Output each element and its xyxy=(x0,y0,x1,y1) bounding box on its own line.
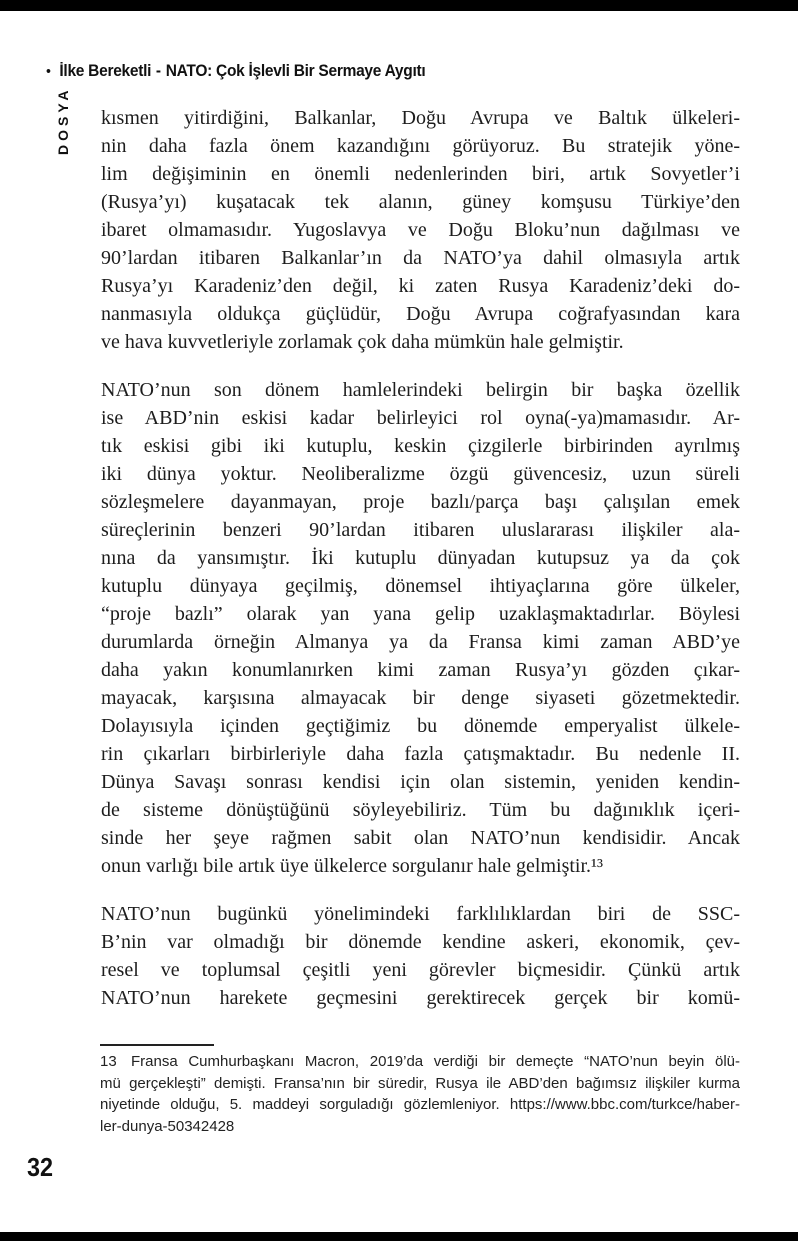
bullet-icon: • xyxy=(46,63,51,80)
text-line: rin çıkarları birbirleriyle daha fazla çatışmaktadır. Bu nedenle II. xyxy=(101,743,740,765)
text-line: nin daha fazla önem kazandığını görüyoruz. Bu stratejik yöne- xyxy=(101,135,740,157)
text-line: Dünya Savaşı sonrası kendisi için olan sistemin, yeniden kendin- xyxy=(101,771,740,793)
footnote-line: ler-dunya-50342428 xyxy=(100,1117,235,1135)
text-line: tık eskisi gibi iki kutuplu, keskin çizgilerle birbirinden ayrılmış xyxy=(101,435,740,457)
text-line: iki dünya yoktur. Neoliberalizme özgü güvencesiz, uzun süreli xyxy=(101,463,740,485)
article-title: NATO: Çok İşlevli Bir Sermaye Aygıtı xyxy=(165,62,426,80)
text-line: daha yakın konumlanırken kimi zaman Rusya’yı gözden çıkar- xyxy=(101,659,740,681)
footnote-text: Fransa Cumhurbaşkanı Macron, 2019’da verdiği bir demeçte “NATO’nun beyin ölü- xyxy=(131,1053,740,1070)
page-number: 32 xyxy=(27,1152,54,1182)
footnote-line xyxy=(100,1051,740,1073)
text-line: NATO’nun harekete geçmesini gerektirecek gerçek bir komü- xyxy=(101,987,740,1009)
text-line: nına da yansımıştır. İki kutuplu dünyadan kutupsuz ya da çok xyxy=(101,547,740,569)
text-line: lim değişiminin en önemli nedenlerinden biri, artık Sovyetler’i xyxy=(101,163,740,185)
footnote-number: 13 xyxy=(100,1053,117,1070)
section-label-vertical xyxy=(53,86,73,156)
bottom-black-bar xyxy=(0,1232,798,1241)
paragraph-2 xyxy=(101,376,740,880)
page-header xyxy=(46,62,425,81)
text-line: 90’lardan itibaren Balkanlar’ın da NATO’ya dahil olmasıyla artık xyxy=(101,247,740,269)
text-line: ibaret olmamasıdır. Yugoslavya ve Doğu Bloku’nun dağılması ve xyxy=(101,219,740,241)
paragraph-3 xyxy=(101,900,740,1012)
text-line: Rusya’yı Karadeniz’den değil, ki zaten Rusya Karadeniz’deki do- xyxy=(101,275,740,297)
header-separator: - xyxy=(155,62,162,80)
text-line: mayacak, karşısına almayacak bir denge siyaseti gözetmektedir. xyxy=(101,687,740,709)
text-line: de sisteme dönüştüğünü söyleyebiliriz. Tüm bu dağınıklık içeri- xyxy=(101,799,740,821)
text-line: sinde her şeye rağmen sabit olan NATO’nun kendisidir. Ancak xyxy=(101,827,740,849)
text-line: NATO’nun son dönem hamlelerindeki belirgin bir başka özellik xyxy=(101,379,740,401)
text-line: B’nin var olmadığı bir dönemde kendine askeri, ekonomik, çev- xyxy=(101,931,740,953)
top-black-bar xyxy=(0,0,798,11)
footnote xyxy=(100,1051,740,1137)
footnote-line: niyetinde olduğu, 5. maddeyi sorguladığı gözlemleniyor. https://www.bbc.com/turkce/haber- xyxy=(100,1096,740,1113)
text-line: (Rusya’yı) kuşatacak tek alanın, güney komşusu Türkiye’den xyxy=(101,191,740,213)
body-text xyxy=(101,104,740,1032)
paragraph-1 xyxy=(101,104,740,356)
section-label-text: DOSYA xyxy=(55,86,71,155)
author-name: İlke Bereketli xyxy=(59,62,152,80)
text-line: “proje bazlı” olarak yan yana gelip uzaklaşmaktadırlar. Böylesi xyxy=(101,603,740,625)
text-line: NATO’nun bugünkü yönelimindeki farklılıklardan biri de SSC- xyxy=(101,903,740,925)
footnote-divider xyxy=(100,1044,214,1046)
text-line-with-footnote-ref: onun varlığı bile artık üye ülkelerce sorgulanır hale gelmiştir.¹³ xyxy=(101,855,604,877)
text-line: kısmen yitirdiğini, Balkanlar, Doğu Avrupa ve Baltık ülkeleri- xyxy=(101,107,740,129)
text-line: nanmasıyla oldukça güçlüdür, Doğu Avrupa coğrafyasından kara xyxy=(101,303,740,325)
text-line: Dolayısıyla içinden geçtiğimiz bu dönemde emperyalist ülkele- xyxy=(101,715,740,737)
text-line: durumlarda örneğin Almanya ya da Fransa kimi zaman ABD’ye xyxy=(101,631,740,653)
text-line: ise ABD’nin eskisi kadar belirleyici rol oyna(-ya)mamasıdır. Ar- xyxy=(101,407,740,429)
footnote-line: mü gerçekleşti” demişti. Fransa’nın bir süredir, Rusya ile ABD’den bağımsız ilişkiler kurma xyxy=(100,1074,740,1092)
text-line: resel ve toplumsal çeşitli yeni görevler biçmesidir. Çünkü artık xyxy=(101,959,740,981)
text-line: kutuplu dünyaya geçilmiş, dönemsel ihtiyaçlarına göre ülkeler, xyxy=(101,575,740,597)
text-line: sözleşmelere dayanmayan, proje bazlı/parça başı çalışılan emek xyxy=(101,491,740,513)
text-line: ve hava kuvvetleriyle zorlamak çok daha mümkün hale gelmiştir. xyxy=(101,331,624,353)
text-line: süreçlerinin benzeri 90’lardan itibaren uluslararası ilişkiler ala- xyxy=(101,519,740,541)
